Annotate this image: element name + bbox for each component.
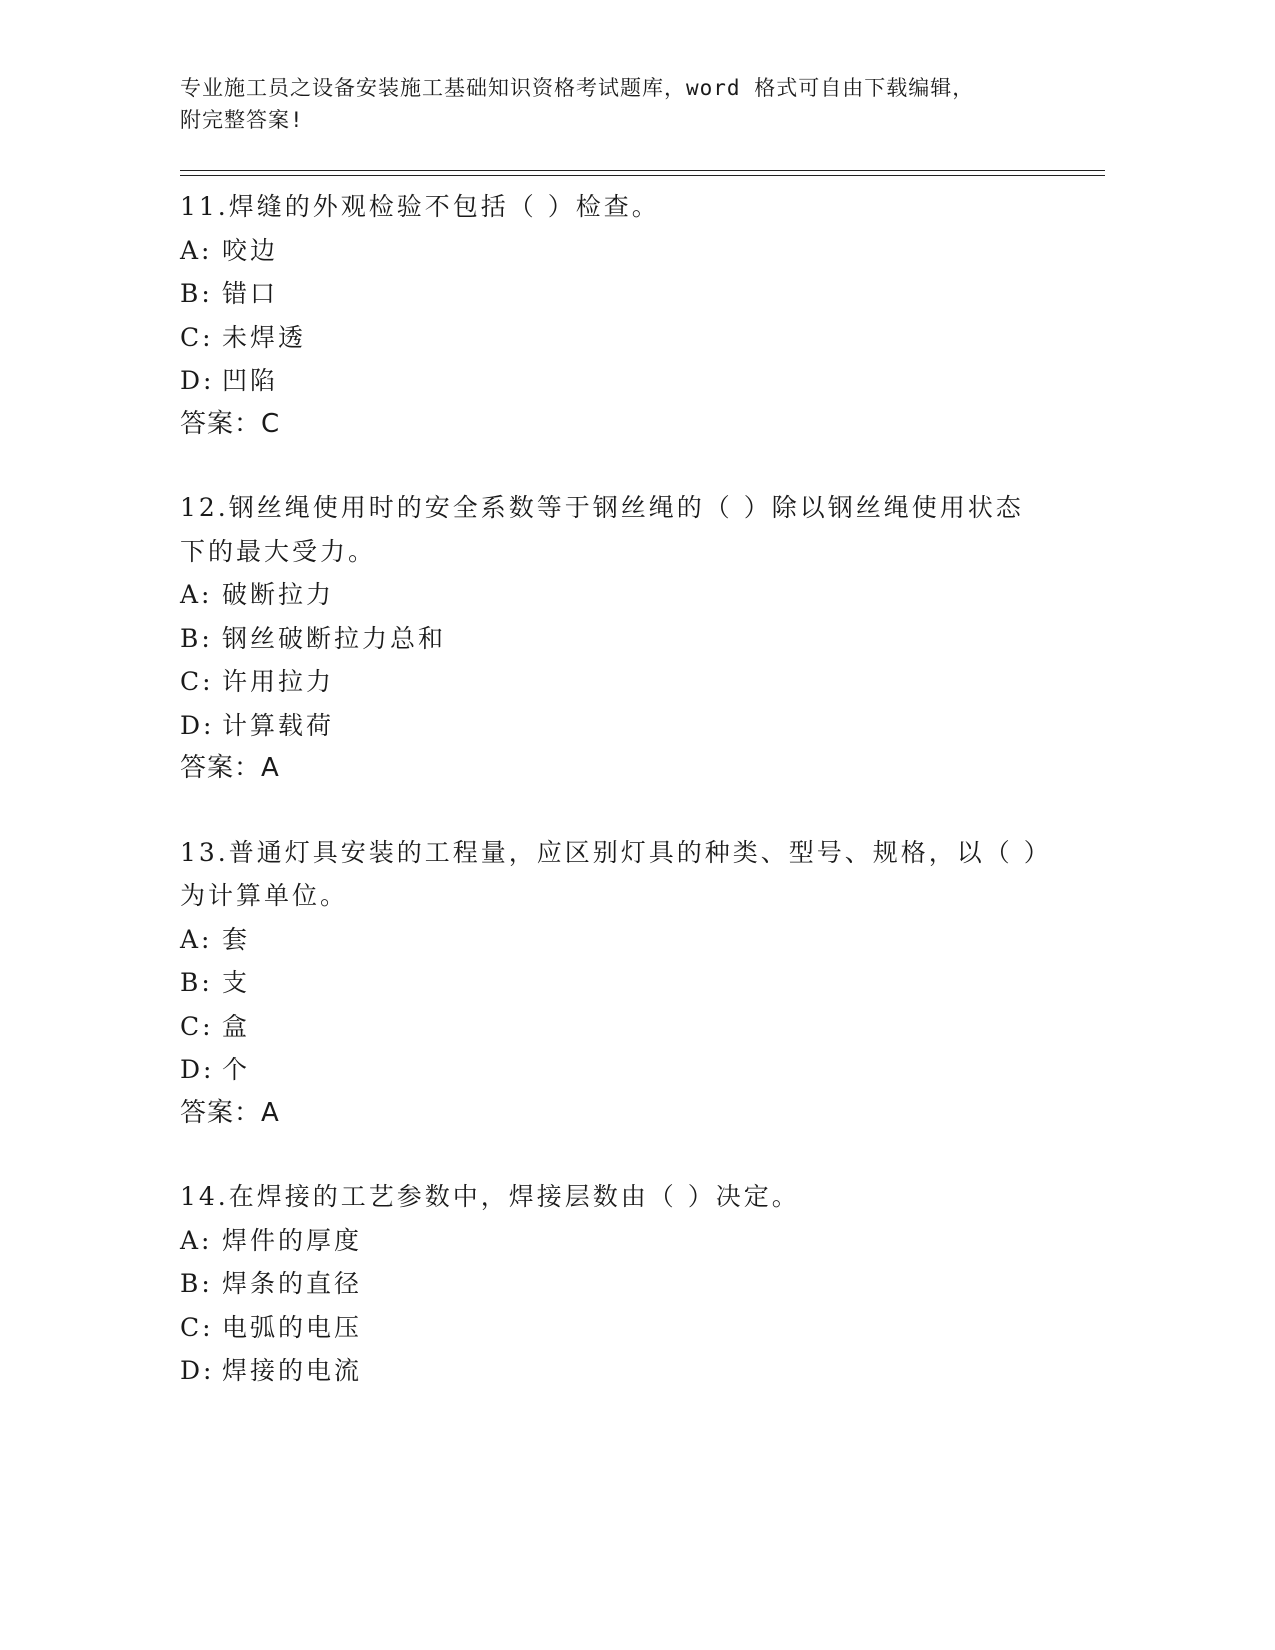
- option-c: [180, 1306, 1040, 1350]
- option-key: D:: [180, 1356, 215, 1385]
- answer-line: 答案：A: [180, 1097, 280, 1128]
- question-stem: 13.普通灯具安装的工程量，应区别灯具的种类、型号、规格，以（ ）为计算单位。: [180, 837, 1040, 910]
- option-d: [180, 1048, 1040, 1092]
- option-text: 个: [222, 1055, 251, 1084]
- header-line-1: 专业施工员之设备安装施工基础知识资格考试题库，word 格式可自由下载编辑，: [180, 76, 975, 100]
- question-stem: 11.焊缝的外观检验不包括（ ）检查。: [180, 192, 660, 221]
- option-key: B:: [180, 279, 213, 308]
- question-14: [180, 1175, 1040, 1393]
- option-c: [180, 660, 1040, 704]
- option-c: [180, 316, 1040, 360]
- option-key: C:: [180, 322, 214, 352]
- option-key: B:: [180, 623, 213, 653]
- option-key: A:: [180, 1225, 213, 1255]
- header-divider-bottom: [180, 175, 1105, 176]
- option-text: 未焊透: [222, 322, 307, 352]
- option-key: C:: [180, 1312, 214, 1342]
- option-text: 焊件的厚度: [222, 1225, 363, 1255]
- option-text: 电弧的电压: [222, 1312, 363, 1342]
- option-d: [180, 359, 1040, 403]
- option-key: A:: [180, 235, 213, 265]
- option-key: C:: [180, 667, 214, 696]
- option-text: 焊接的电流: [222, 1356, 363, 1385]
- option-text: 计算载荷: [222, 710, 335, 740]
- header-divider-top: [180, 170, 1105, 171]
- option-key: D:: [180, 1055, 215, 1084]
- header-line-2: 附完整答案!: [180, 108, 304, 132]
- option-a: [180, 229, 1040, 273]
- option-key: D:: [180, 710, 215, 740]
- option-b: [180, 617, 1040, 661]
- option-text: 钢丝破断拉力总和: [222, 623, 447, 653]
- option-text: 破断拉力: [222, 580, 335, 609]
- question-list: [180, 185, 1040, 1433]
- option-text: 焊条的直径: [222, 1269, 363, 1298]
- option-d: [180, 704, 1040, 748]
- option-a: [180, 1219, 1040, 1263]
- question-12: [180, 486, 1040, 791]
- document-header: [180, 72, 1060, 136]
- option-b: [180, 272, 1040, 316]
- option-text: 许用拉力: [222, 667, 335, 696]
- option-a: [180, 918, 1040, 962]
- option-text: 凹陷: [222, 366, 279, 395]
- option-c: [180, 1005, 1040, 1049]
- option-text: 咬边: [222, 235, 279, 265]
- option-key: A:: [180, 580, 213, 609]
- option-b: [180, 1262, 1040, 1306]
- option-b: [180, 961, 1040, 1005]
- answer-line: 答案：C: [180, 408, 281, 439]
- option-key: B:: [180, 1269, 213, 1298]
- option-key: A:: [180, 924, 213, 954]
- option-d: [180, 1349, 1040, 1393]
- question-stem: 14.在焊接的工艺参数中，焊接层数由（ ）决定。: [180, 1182, 800, 1211]
- option-text: 套: [222, 924, 251, 954]
- option-key: D:: [180, 366, 215, 395]
- question-13: [180, 831, 1040, 1136]
- option-a: [180, 573, 1040, 617]
- option-key: C:: [180, 1011, 214, 1041]
- option-text: 盒: [222, 1011, 251, 1041]
- question-11: [180, 185, 1040, 446]
- question-stem: 12.钢丝绳使用时的安全系数等于钢丝绳的（ ）除以钢丝绳使用状态下的最大受力。: [180, 493, 1024, 566]
- option-text: 错口: [222, 279, 279, 308]
- option-key: B:: [180, 968, 213, 997]
- option-text: 支: [222, 968, 251, 997]
- answer-line: 答案：A: [180, 753, 280, 783]
